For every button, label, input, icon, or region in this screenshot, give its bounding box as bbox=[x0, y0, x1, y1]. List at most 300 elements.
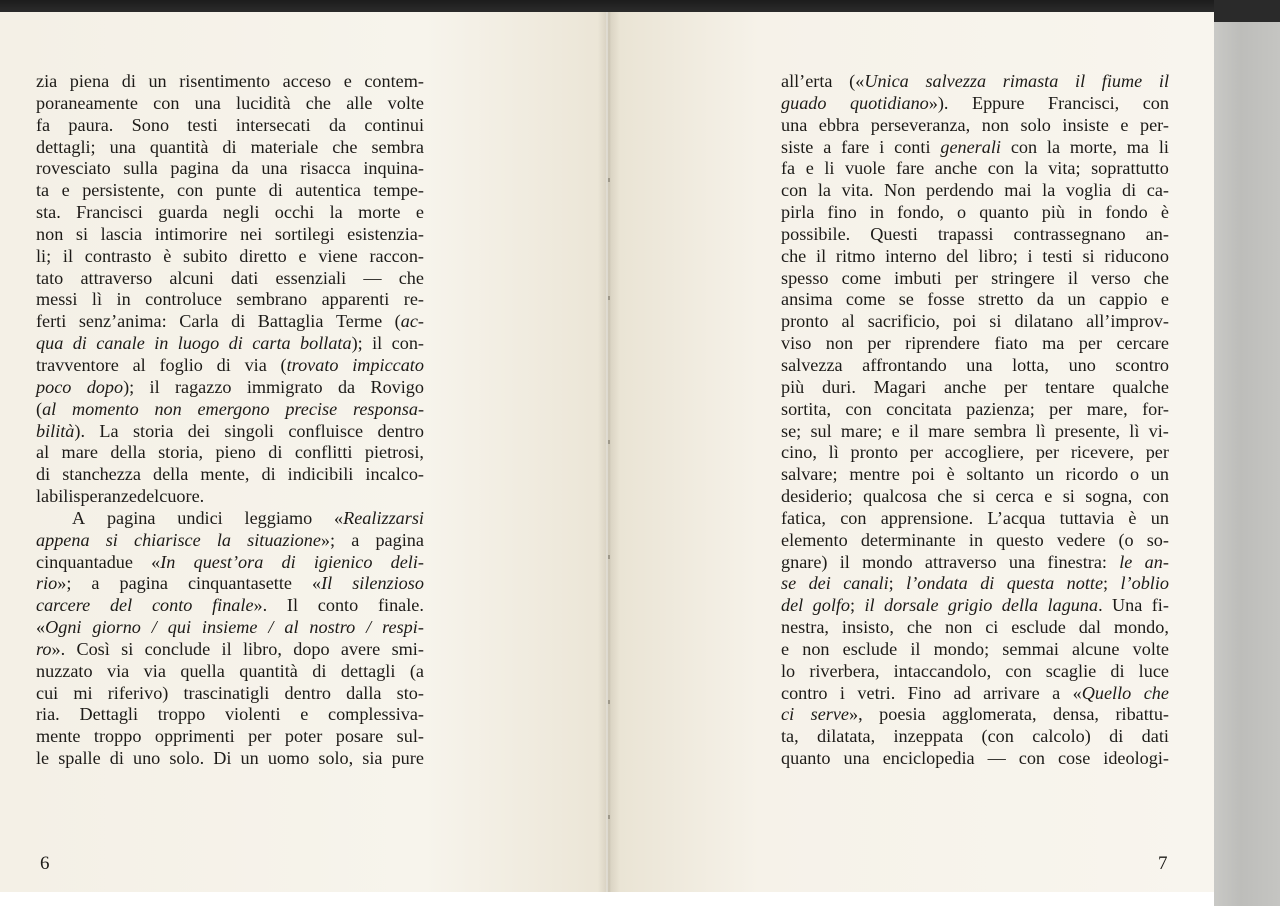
word: se bbox=[781, 573, 797, 594]
word: precise bbox=[285, 398, 338, 419]
word: salvezza bbox=[781, 354, 843, 375]
word: piena bbox=[69, 71, 110, 91]
word: foglio bbox=[159, 354, 203, 375]
word: per bbox=[867, 333, 891, 354]
word: possibile. bbox=[781, 223, 851, 244]
word: un bbox=[1150, 507, 1169, 528]
word: a bbox=[91, 573, 100, 594]
left-page-line bbox=[36, 683, 424, 705]
word: Terme bbox=[335, 311, 383, 332]
word: in bbox=[968, 529, 984, 550]
word: Rovigo bbox=[370, 376, 424, 397]
word: di bbox=[980, 573, 995, 594]
word: guarda bbox=[158, 202, 208, 223]
word: per bbox=[248, 726, 272, 747]
word: trascinatigli bbox=[183, 682, 270, 703]
word: pagina bbox=[375, 529, 424, 550]
word: / bbox=[366, 617, 372, 638]
word: sortita, bbox=[781, 398, 832, 419]
word: uomo bbox=[267, 748, 310, 769]
word: è bbox=[1128, 507, 1137, 528]
word: lucidità bbox=[236, 92, 291, 113]
word: zia bbox=[36, 71, 58, 91]
word: ritmo bbox=[835, 245, 876, 266]
word: per bbox=[909, 442, 934, 463]
word: soltanto bbox=[966, 464, 1024, 485]
word: il bbox=[908, 420, 919, 441]
word: laguna. bbox=[1047, 595, 1103, 616]
word: bilità). bbox=[36, 420, 86, 441]
word: nostro bbox=[309, 617, 356, 638]
word: fa bbox=[781, 158, 796, 179]
word: il bbox=[816, 245, 827, 266]
word: la bbox=[1024, 158, 1038, 179]
word: libro; bbox=[978, 245, 1018, 266]
word: dettagli; bbox=[36, 136, 96, 157]
word: pagina bbox=[106, 507, 156, 528]
word: perdendo bbox=[926, 180, 994, 201]
word: quella bbox=[180, 660, 225, 681]
word: del bbox=[781, 595, 804, 616]
word: ribattu- bbox=[1115, 704, 1169, 725]
word: luce bbox=[1138, 660, 1169, 681]
word: conflitti bbox=[294, 442, 353, 463]
word: lotta, bbox=[1012, 354, 1049, 375]
word: di bbox=[312, 660, 327, 681]
word: all’improv- bbox=[1086, 311, 1169, 332]
word: mare bbox=[928, 420, 965, 441]
word: stretto bbox=[978, 289, 1024, 310]
right-page-line bbox=[781, 573, 1169, 595]
word: enciclopedia bbox=[882, 748, 975, 769]
word: quantità bbox=[239, 660, 298, 681]
word: della bbox=[1001, 595, 1039, 616]
word: con bbox=[153, 92, 180, 113]
word: finestra: bbox=[1047, 551, 1107, 572]
word: con bbox=[1010, 136, 1038, 157]
word: e bbox=[61, 180, 70, 201]
word: Battaglia bbox=[257, 311, 324, 332]
right-page-line bbox=[781, 137, 1169, 159]
word: sembra bbox=[973, 420, 1027, 441]
word: situazione»; bbox=[247, 529, 336, 550]
right-page-line bbox=[781, 71, 1169, 93]
left-page-line bbox=[36, 268, 424, 290]
word: all’erta bbox=[781, 71, 833, 91]
word: fare bbox=[841, 136, 870, 157]
word: negli bbox=[223, 202, 260, 223]
left-page-line bbox=[36, 224, 424, 246]
word: mare; bbox=[840, 420, 883, 441]
word: dal bbox=[1078, 617, 1101, 638]
word: sogna, bbox=[1085, 486, 1133, 507]
word: di bbox=[1122, 180, 1137, 201]
word: dei bbox=[187, 420, 211, 441]
word: fiume bbox=[1101, 71, 1143, 91]
word: sulla bbox=[123, 158, 158, 179]
right-page-line bbox=[781, 530, 1169, 552]
word: momento bbox=[71, 398, 139, 419]
word: di bbox=[1109, 726, 1124, 747]
word: mente bbox=[36, 726, 81, 747]
word: via bbox=[107, 660, 130, 681]
word: libro, bbox=[242, 638, 282, 659]
word: con bbox=[987, 158, 1014, 179]
word: di bbox=[36, 464, 51, 485]
word: Fino bbox=[907, 682, 942, 703]
word: Carla bbox=[179, 311, 219, 332]
word: immigrato bbox=[246, 376, 323, 397]
left-page-line bbox=[36, 246, 424, 268]
left-page-line bbox=[36, 158, 424, 180]
word: risentimento bbox=[179, 71, 271, 91]
word: del bbox=[946, 245, 969, 266]
word: le bbox=[36, 748, 50, 769]
word: posare bbox=[335, 726, 384, 747]
word: lì bbox=[1129, 420, 1140, 441]
left-page-line bbox=[36, 399, 424, 421]
left-page-line bbox=[36, 552, 424, 574]
word: / bbox=[268, 617, 274, 638]
word: che bbox=[906, 617, 933, 638]
right-page-line bbox=[781, 115, 1169, 137]
left-page-line bbox=[36, 333, 424, 355]
word: indicibili bbox=[287, 464, 354, 485]
word: fa bbox=[36, 114, 51, 135]
word: a bbox=[823, 136, 832, 157]
word: del bbox=[137, 486, 160, 507]
word: dopo bbox=[293, 638, 330, 659]
word: sia bbox=[362, 748, 383, 769]
word: con bbox=[1005, 660, 1032, 681]
left-page-line bbox=[36, 726, 424, 748]
left-page-line bbox=[36, 311, 424, 333]
word: da bbox=[328, 114, 347, 135]
word: cui bbox=[36, 682, 59, 703]
word: non bbox=[945, 617, 973, 638]
word: una bbox=[261, 158, 288, 179]
word: mente, bbox=[200, 464, 250, 485]
word: ma bbox=[1126, 136, 1149, 157]
word: l’oblio bbox=[1120, 573, 1169, 594]
word: poi bbox=[953, 311, 977, 332]
right-page-line bbox=[781, 704, 1169, 726]
left-page-line bbox=[36, 464, 424, 486]
word: re- bbox=[403, 289, 424, 310]
word: vi- bbox=[1148, 420, 1169, 441]
word: an- bbox=[1145, 223, 1169, 244]
right-page-line bbox=[781, 355, 1169, 377]
word: solo. bbox=[169, 748, 205, 769]
word: di bbox=[1110, 660, 1125, 681]
word: violenti bbox=[224, 704, 281, 725]
right-page-line bbox=[781, 246, 1169, 268]
left-page-line bbox=[36, 704, 424, 726]
word: Il bbox=[286, 595, 299, 616]
word: in bbox=[1078, 202, 1093, 223]
left-page-line bbox=[36, 377, 424, 399]
word: fosse bbox=[927, 289, 965, 310]
word: o bbox=[957, 202, 967, 223]
word: lo bbox=[781, 660, 796, 681]
word: senz’anima: bbox=[78, 311, 167, 332]
word: duri. bbox=[822, 376, 856, 397]
word: ebbra bbox=[818, 114, 860, 135]
word: finale. bbox=[377, 595, 424, 616]
word: sembrano bbox=[236, 289, 308, 310]
word: «In bbox=[151, 551, 176, 572]
word: che bbox=[1143, 267, 1169, 288]
word: ro». bbox=[36, 638, 66, 659]
word: se bbox=[898, 289, 914, 310]
word: volte bbox=[1132, 638, 1169, 659]
word: e bbox=[891, 420, 900, 441]
word: contro bbox=[781, 682, 828, 703]
word: con bbox=[177, 180, 204, 201]
word: interno bbox=[885, 245, 937, 266]
left-page-line bbox=[36, 486, 424, 508]
word: serve», bbox=[810, 704, 863, 725]
word: come bbox=[845, 289, 886, 310]
word: luogo bbox=[177, 333, 220, 354]
word: viso bbox=[781, 333, 812, 354]
word: Magari bbox=[873, 376, 927, 397]
left-page-line bbox=[36, 508, 424, 530]
word: sortilegi bbox=[274, 223, 335, 244]
word: responsa- bbox=[352, 398, 424, 419]
word: il bbox=[910, 638, 921, 659]
right-page-line bbox=[781, 377, 1169, 399]
word: vetri. bbox=[857, 682, 896, 703]
word: al bbox=[841, 311, 855, 332]
word: (ac- bbox=[394, 311, 424, 332]
word: (al bbox=[36, 398, 57, 419]
word: il bbox=[221, 638, 232, 659]
word: Non bbox=[884, 180, 916, 201]
word: sta. bbox=[36, 202, 61, 223]
word: conto bbox=[317, 595, 359, 616]
word: so- bbox=[1146, 529, 1169, 550]
word: rimasta bbox=[1002, 71, 1059, 91]
word: cose bbox=[1057, 748, 1091, 769]
word: cinquantasette bbox=[187, 573, 292, 594]
left-page-line bbox=[36, 289, 424, 311]
word: dopo); bbox=[86, 376, 135, 397]
word: per bbox=[1004, 376, 1028, 397]
word: subito bbox=[183, 245, 228, 266]
word: «Realizzarsi bbox=[334, 507, 424, 528]
word: mondo, bbox=[1113, 617, 1169, 638]
word: spalle bbox=[58, 748, 101, 769]
word: da bbox=[1036, 289, 1055, 310]
word: conclude bbox=[144, 638, 211, 659]
word: Una bbox=[1112, 595, 1143, 616]
word: spesso bbox=[781, 267, 829, 288]
word: la bbox=[1042, 180, 1056, 201]
word: messi bbox=[36, 289, 78, 310]
word: esclude bbox=[1011, 617, 1066, 638]
word: la bbox=[329, 202, 343, 223]
word: ferti bbox=[36, 311, 67, 332]
left-page-line bbox=[36, 661, 424, 683]
word: mi bbox=[73, 682, 93, 703]
left-page-line bbox=[36, 573, 424, 595]
right-page-line bbox=[781, 399, 1169, 421]
word: mondo; bbox=[933, 638, 990, 659]
word: a bbox=[351, 529, 360, 550]
word: che bbox=[398, 267, 424, 288]
right-page-line bbox=[781, 224, 1169, 246]
word: cuore. bbox=[159, 486, 205, 507]
scan-bottom-margin bbox=[0, 892, 1214, 906]
word: raccon- bbox=[369, 245, 424, 266]
word: con- bbox=[391, 333, 424, 354]
word: non bbox=[981, 114, 1009, 135]
word: an- bbox=[1144, 551, 1169, 572]
word: confluisce bbox=[288, 420, 364, 441]
word: imbuti bbox=[894, 267, 942, 288]
word: al bbox=[36, 442, 50, 463]
word: è bbox=[946, 464, 955, 485]
right-page-number: 7 bbox=[1158, 853, 1168, 874]
left-page-line bbox=[36, 202, 424, 224]
word: i bbox=[879, 136, 885, 157]
word: carcere bbox=[36, 595, 91, 616]
word: tato bbox=[36, 267, 64, 288]
word: se; bbox=[781, 420, 802, 441]
word: («Unica bbox=[849, 71, 909, 91]
word: A bbox=[72, 507, 86, 528]
right-page-line bbox=[781, 639, 1169, 661]
left-page-line bbox=[36, 115, 424, 137]
word: pieno bbox=[215, 442, 256, 463]
right-page-line bbox=[781, 748, 1169, 770]
word: trapassi bbox=[937, 223, 994, 244]
word: essenziali bbox=[275, 267, 347, 288]
word: smi- bbox=[391, 638, 424, 659]
word: scontro bbox=[1115, 354, 1169, 375]
word: riprendere bbox=[905, 333, 980, 354]
word: il bbox=[1075, 71, 1086, 91]
word: del bbox=[109, 595, 133, 616]
word: salvezza bbox=[925, 71, 987, 91]
word: con bbox=[1018, 748, 1046, 769]
word: canale bbox=[96, 333, 145, 354]
word: undici bbox=[177, 507, 223, 528]
word: fi- bbox=[1151, 595, 1169, 616]
word: — bbox=[363, 267, 382, 288]
right-page-line bbox=[781, 421, 1169, 443]
right-page-line bbox=[781, 268, 1169, 290]
word: esclude bbox=[842, 638, 898, 659]
right-page-line bbox=[781, 333, 1169, 355]
word: mare, bbox=[1086, 398, 1128, 419]
word: for- bbox=[1142, 398, 1169, 419]
word: carta bbox=[252, 333, 291, 354]
word: golfo; bbox=[812, 595, 856, 616]
word: pure bbox=[391, 748, 424, 769]
right-page-line bbox=[781, 202, 1169, 224]
word: non bbox=[825, 333, 854, 354]
word: e bbox=[300, 704, 309, 725]
word: poi bbox=[911, 464, 935, 485]
word: rovesciato bbox=[36, 158, 111, 179]
word: dei bbox=[808, 573, 831, 594]
word: vedere bbox=[1056, 529, 1106, 550]
word: finale». bbox=[212, 595, 268, 616]
word: salvare; bbox=[781, 464, 838, 485]
word: sembra bbox=[371, 136, 424, 157]
word: continui bbox=[364, 114, 424, 135]
word: troppo bbox=[157, 704, 206, 725]
word: ma bbox=[1042, 333, 1065, 354]
word: deli- bbox=[390, 551, 424, 572]
word: per bbox=[954, 267, 978, 288]
word: soprattutto bbox=[1091, 158, 1169, 179]
word: occhi bbox=[274, 202, 315, 223]
word: respi- bbox=[382, 617, 424, 638]
word: Eppure bbox=[971, 92, 1025, 113]
word: dati bbox=[1141, 726, 1169, 747]
word: Dettagli bbox=[79, 704, 139, 725]
word: si bbox=[121, 638, 134, 659]
word: testi bbox=[187, 114, 218, 135]
word: mare bbox=[61, 442, 98, 463]
word: semmai bbox=[1002, 638, 1059, 659]
word: materiale bbox=[250, 136, 319, 157]
word: di bbox=[281, 551, 296, 572]
word: è bbox=[163, 245, 172, 266]
word: il bbox=[839, 551, 850, 572]
right-page-line bbox=[781, 617, 1169, 639]
word: e bbox=[415, 202, 424, 223]
word: e bbox=[781, 638, 790, 659]
word: di bbox=[121, 71, 136, 91]
word: e bbox=[343, 71, 352, 91]
word: dilatata, bbox=[817, 726, 876, 747]
word: quotidiano»). bbox=[849, 92, 949, 113]
word: affrontando bbox=[862, 354, 947, 375]
word: quanto bbox=[781, 748, 831, 769]
word: in bbox=[154, 333, 169, 354]
right-page-line bbox=[781, 93, 1169, 115]
word: via bbox=[143, 660, 166, 681]
word: testi bbox=[1042, 245, 1073, 266]
word: intimorire bbox=[154, 223, 228, 244]
word: dalla bbox=[346, 682, 382, 703]
word: tuttavia bbox=[1059, 507, 1115, 528]
word: pirla bbox=[781, 202, 815, 223]
word: singoli bbox=[224, 420, 274, 441]
word: dilatano bbox=[1014, 311, 1074, 332]
word: o bbox=[1129, 464, 1140, 485]
word: sto- bbox=[396, 682, 424, 703]
word: riferivo) bbox=[107, 682, 169, 703]
word: vuole bbox=[844, 158, 886, 179]
word: qualcosa bbox=[863, 486, 927, 507]
left-page-line bbox=[36, 442, 424, 464]
word: pronto bbox=[850, 442, 899, 463]
word: densa, bbox=[1053, 704, 1099, 725]
word: lì bbox=[1035, 420, 1046, 441]
right-page-line bbox=[781, 158, 1169, 180]
word: ta, bbox=[781, 726, 799, 747]
word: nei bbox=[240, 223, 263, 244]
word: e bbox=[1120, 114, 1129, 135]
word: di bbox=[109, 748, 124, 769]
word: questo bbox=[996, 529, 1044, 550]
word: li; bbox=[36, 245, 52, 266]
